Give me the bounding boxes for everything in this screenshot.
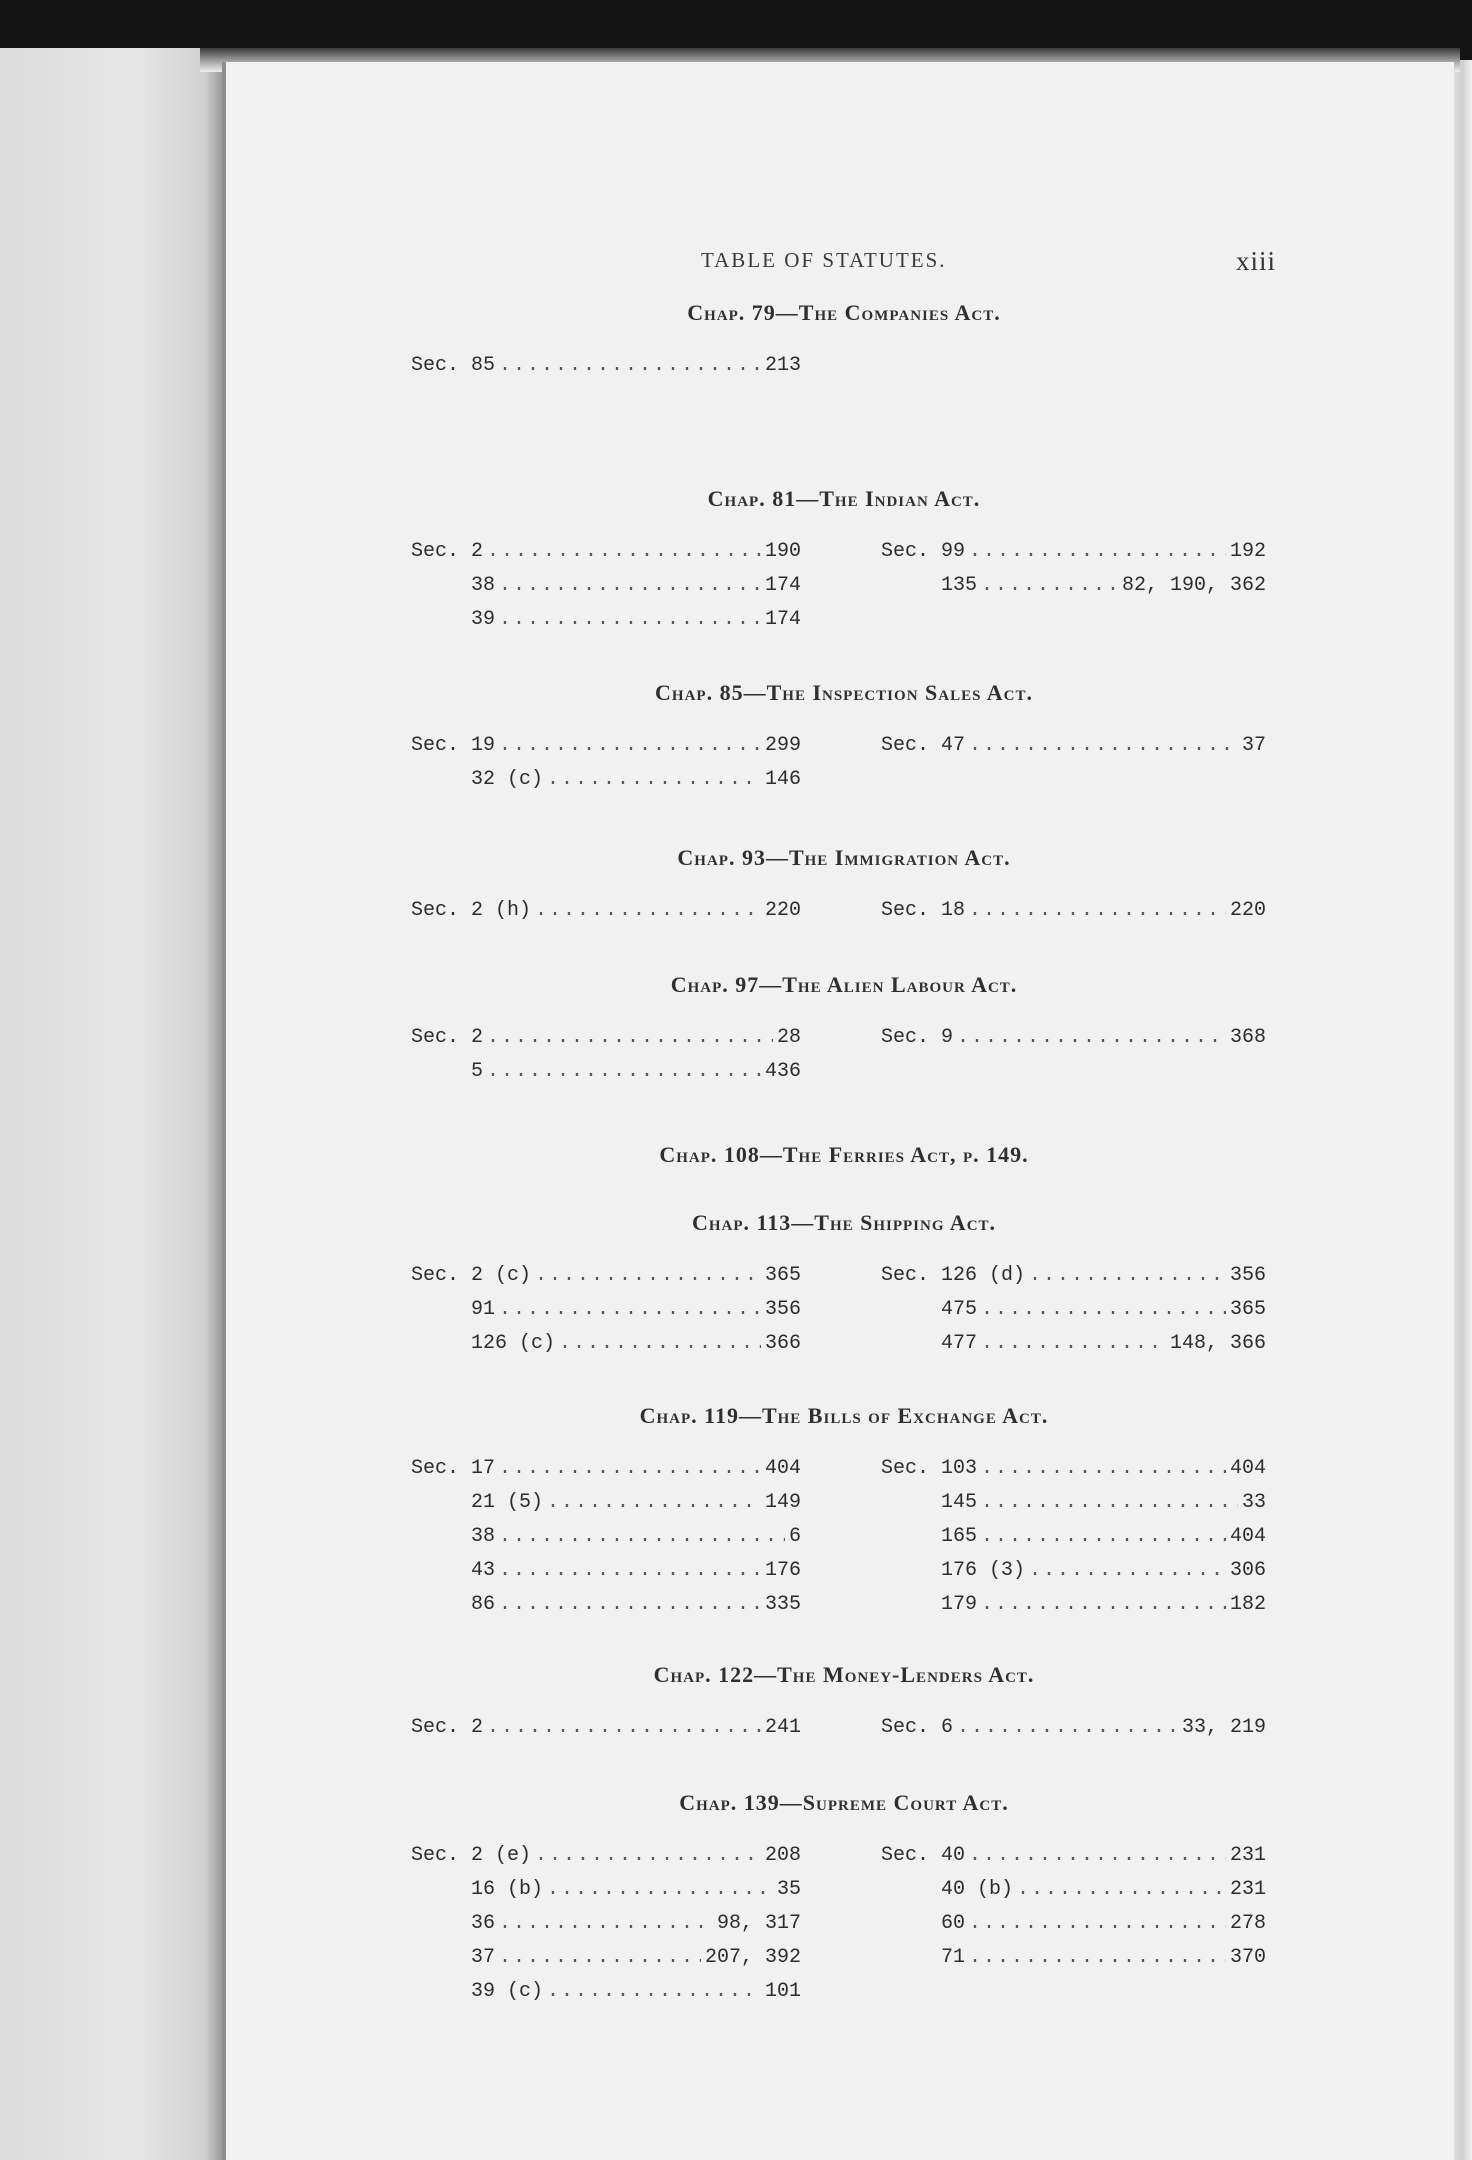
statute-entry [411,1591,801,1619]
statute-entry [411,1910,801,1938]
section-prefix: Sec. [411,1026,460,1049]
section-number: 19 [471,734,496,757]
page-reference: 35 [776,1878,801,1901]
page-reference: 37 [1241,734,1266,757]
chapter-heading: Chap. 85—The Inspection Sales Act. [655,680,1033,705]
page-reference: 149 [764,1491,801,1514]
section-prefix: Sec. [881,1457,930,1480]
section-number: 39 (c) [471,1980,544,2003]
dot-leader [981,1523,1226,1551]
dot-leader [1017,1876,1226,1904]
dot-leader [981,572,1118,600]
section-number: 165 [941,1525,978,1548]
section-number: 126 (c) [471,1332,556,1355]
page-reference: 190 [764,540,801,563]
section-number: 40 [941,1844,966,1867]
dot-leader [547,766,761,794]
section-prefix: Sec. [881,1716,930,1739]
section-number: 43 [471,1559,496,1582]
section-number: 2 [471,540,484,563]
statute-entry [411,572,801,600]
section-number: 36 [471,1912,496,1935]
page-reference: 404 [764,1457,801,1480]
statute-entry [881,1944,1266,1972]
section-number: 2 [471,1026,484,1049]
section-prefix: Sec. [881,1264,930,1287]
section-number: 475 [941,1298,978,1321]
section-number: 135 [941,574,978,597]
section-number: 37 [471,1946,496,1969]
chapter-heading: Chap. 122—The Money-Lenders Act. [653,1662,1035,1687]
dot-leader [957,1714,1178,1742]
page-reference: 33 [1241,1491,1266,1514]
page-reference: 356 [1229,1264,1266,1287]
statute-entry [411,1876,801,1904]
chapter-heading: Chap. 81—The Indian Act. [707,486,981,511]
dot-leader [487,538,761,566]
statute-entry [881,1296,1266,1324]
statute-entry [881,1330,1266,1358]
page-reference: 28 [776,1026,801,1049]
statute-entry [411,1489,801,1517]
dot-leader [499,606,761,634]
dot-leader [499,1296,761,1324]
dot-leader [499,1591,761,1619]
section-number: 145 [941,1491,978,1514]
section-number: 2 (c) [471,1264,532,1287]
statute-entry [411,1296,801,1324]
section-prefix: Sec. [411,899,460,922]
statute-entry [411,897,801,925]
facing-page-edge [0,48,222,2160]
section-number: 2 [471,1716,484,1739]
section-number: 17 [471,1457,496,1480]
section-prefix: Sec. [411,354,460,377]
dot-leader [969,897,1226,925]
dot-leader [981,1296,1226,1324]
statute-entry [881,1591,1266,1619]
page-reference: 356 [764,1298,801,1321]
chapter-heading: Chap. 93—The Immigration Act. [677,845,1011,870]
statute-entry [881,1910,1266,1938]
dot-leader [559,1330,761,1358]
dot-leader [969,1842,1226,1870]
section-number: 103 [941,1457,978,1480]
chapter-heading: Chap. 119—The Bills of Exchange Act. [639,1403,1049,1428]
page-reference: 365 [764,1264,801,1287]
chapter-heading: Chap. 108—The Ferries Act, p. 149. [659,1142,1029,1167]
page-reference: 182 [1229,1593,1266,1616]
section-prefix: Sec. [881,734,930,757]
dot-leader [499,1455,761,1483]
section-prefix: Sec. [411,1844,460,1867]
section-number: 47 [941,734,966,757]
page-reference: 404 [1229,1457,1266,1480]
page-reference: 231 [1229,1844,1266,1867]
statute-entry [881,1557,1266,1585]
section-prefix: Sec. [411,1457,460,1480]
section-prefix: Sec. [881,1844,930,1867]
statute-entry [881,1876,1266,1904]
section-number: 9 [941,1026,954,1049]
section-number: 86 [471,1593,496,1616]
dot-leader [981,1455,1226,1483]
section-number: 39 [471,608,496,631]
page-reference: 366 [764,1332,801,1355]
page-reference: 365 [1229,1298,1266,1321]
statute-entry [411,1058,801,1086]
page-reference: 299 [764,734,801,757]
statute-entry [411,732,801,760]
dot-leader [547,1876,773,1904]
dot-leader [981,1489,1238,1517]
statute-entry [881,1842,1266,1870]
dot-leader [535,1262,761,1290]
section-number: 38 [471,1525,496,1548]
page-reference: 231 [1229,1878,1266,1901]
page-reference: 174 [764,574,801,597]
page-reference: 176 [764,1559,801,1582]
section-number: 176 (3) [941,1559,1026,1582]
page-reference: 146 [764,768,801,791]
dot-leader [499,732,761,760]
section-number: 60 [941,1912,966,1935]
page-reference: 82, 190, 362 [1121,574,1266,597]
dot-leader [981,1591,1226,1619]
dot-leader [499,1523,785,1551]
section-prefix: Sec. [411,1716,460,1739]
dot-leader [981,1330,1166,1358]
page-reference: 241 [764,1716,801,1739]
statute-entry [881,732,1266,760]
dot-leader [499,1910,713,1938]
section-number: 38 [471,574,496,597]
dot-leader [547,1489,761,1517]
page-reference: 6 [788,1525,801,1548]
statute-entry [411,1523,801,1551]
section-number: 5 [471,1060,484,1083]
dot-leader [969,1910,1226,1938]
running-head: TABLE OF STATUTES. [701,248,947,272]
section-number: 99 [941,540,966,563]
statute-entry [411,352,801,380]
dot-leader [1029,1557,1226,1585]
page-reference: 33, 219 [1181,1716,1266,1739]
dot-leader [535,897,761,925]
statute-entry [411,1978,801,2006]
page-reference: 220 [1229,899,1266,922]
dot-leader [969,538,1226,566]
dot-leader [499,1557,761,1585]
page-reference: 368 [1229,1026,1266,1049]
statute-entry [881,1024,1266,1052]
statute-entry [411,1944,801,1972]
page-reference: 213 [764,354,801,377]
statute-entry [411,1714,801,1742]
dot-leader [487,1024,773,1052]
page-reference: 207, 392 [704,1946,801,1969]
statute-entry [411,1330,801,1358]
section-number: 40 (b) [941,1878,1014,1901]
statute-entry [411,766,801,794]
chapter-heading: Chap. 97—The Alien Labour Act. [670,972,1018,997]
statute-entry [411,606,801,634]
section-number: 85 [471,354,496,377]
dot-leader [1029,1262,1226,1290]
section-number: 477 [941,1332,978,1355]
statute-entry [411,1024,801,1052]
page-reference: 404 [1229,1525,1266,1548]
statute-entry [411,1842,801,1870]
statute-entry [881,1523,1266,1551]
chapter-heading: Chap. 113—The Shipping Act. [691,1210,997,1235]
statute-entry [411,538,801,566]
statute-entry [881,538,1266,566]
statute-entry [411,1262,801,1290]
page-reference: 174 [764,608,801,631]
section-prefix: Sec. [881,899,930,922]
page-reference: 370 [1229,1946,1266,1969]
dot-leader [499,352,761,380]
section-number: 126 (d) [941,1264,1026,1287]
dot-leader [957,1024,1226,1052]
page-reference: 220 [764,899,801,922]
dot-leader [499,1944,701,1972]
section-prefix: Sec. [411,540,460,563]
section-number: 2 (e) [471,1844,532,1867]
chapter-heading: Chap. 139—Supreme Court Act. [679,1790,1009,1815]
statute-entry [411,1455,801,1483]
dot-leader [499,572,761,600]
section-number: 21 (5) [471,1491,544,1514]
page-number: xiii [1236,246,1277,276]
dot-leader [969,732,1238,760]
section-number: 18 [941,899,966,922]
dot-leader [487,1058,761,1086]
section-number: 2 (h) [471,899,532,922]
dot-leader [969,1944,1226,1972]
statute-entry [881,1262,1266,1290]
page-reference: 306 [1229,1559,1266,1582]
dot-leader [487,1714,761,1742]
section-prefix: Sec. [411,1264,460,1287]
statute-entry [881,897,1266,925]
dot-leader [547,1978,761,2006]
section-prefix: Sec. [411,734,460,757]
section-number: 71 [941,1946,966,1969]
book-page [222,62,1454,2160]
chapter-heading: Chap. 79—The Companies Act. [687,300,1001,325]
statute-entry [411,1557,801,1585]
statute-entry [881,572,1266,600]
page-reference: 335 [764,1593,801,1616]
page-reference: 278 [1229,1912,1266,1935]
section-number: 6 [941,1716,954,1739]
page-reference: 101 [764,1980,801,2003]
section-prefix: Sec. [881,540,930,563]
section-number: 179 [941,1593,978,1616]
page-reference: 192 [1229,540,1266,563]
statute-entry [881,1455,1266,1483]
dot-leader [535,1842,761,1870]
page-reference: 436 [764,1060,801,1083]
statute-entry [881,1714,1266,1742]
page-reference: 208 [764,1844,801,1867]
statute-entry [881,1489,1266,1517]
section-number: 16 (b) [471,1878,544,1901]
section-number: 91 [471,1298,496,1321]
page-content [226,62,1454,2160]
section-number: 32 (c) [471,768,544,791]
page-reference: 148, 366 [1169,1332,1266,1355]
section-prefix: Sec. [881,1026,930,1049]
page-reference: 98, 317 [716,1912,801,1935]
